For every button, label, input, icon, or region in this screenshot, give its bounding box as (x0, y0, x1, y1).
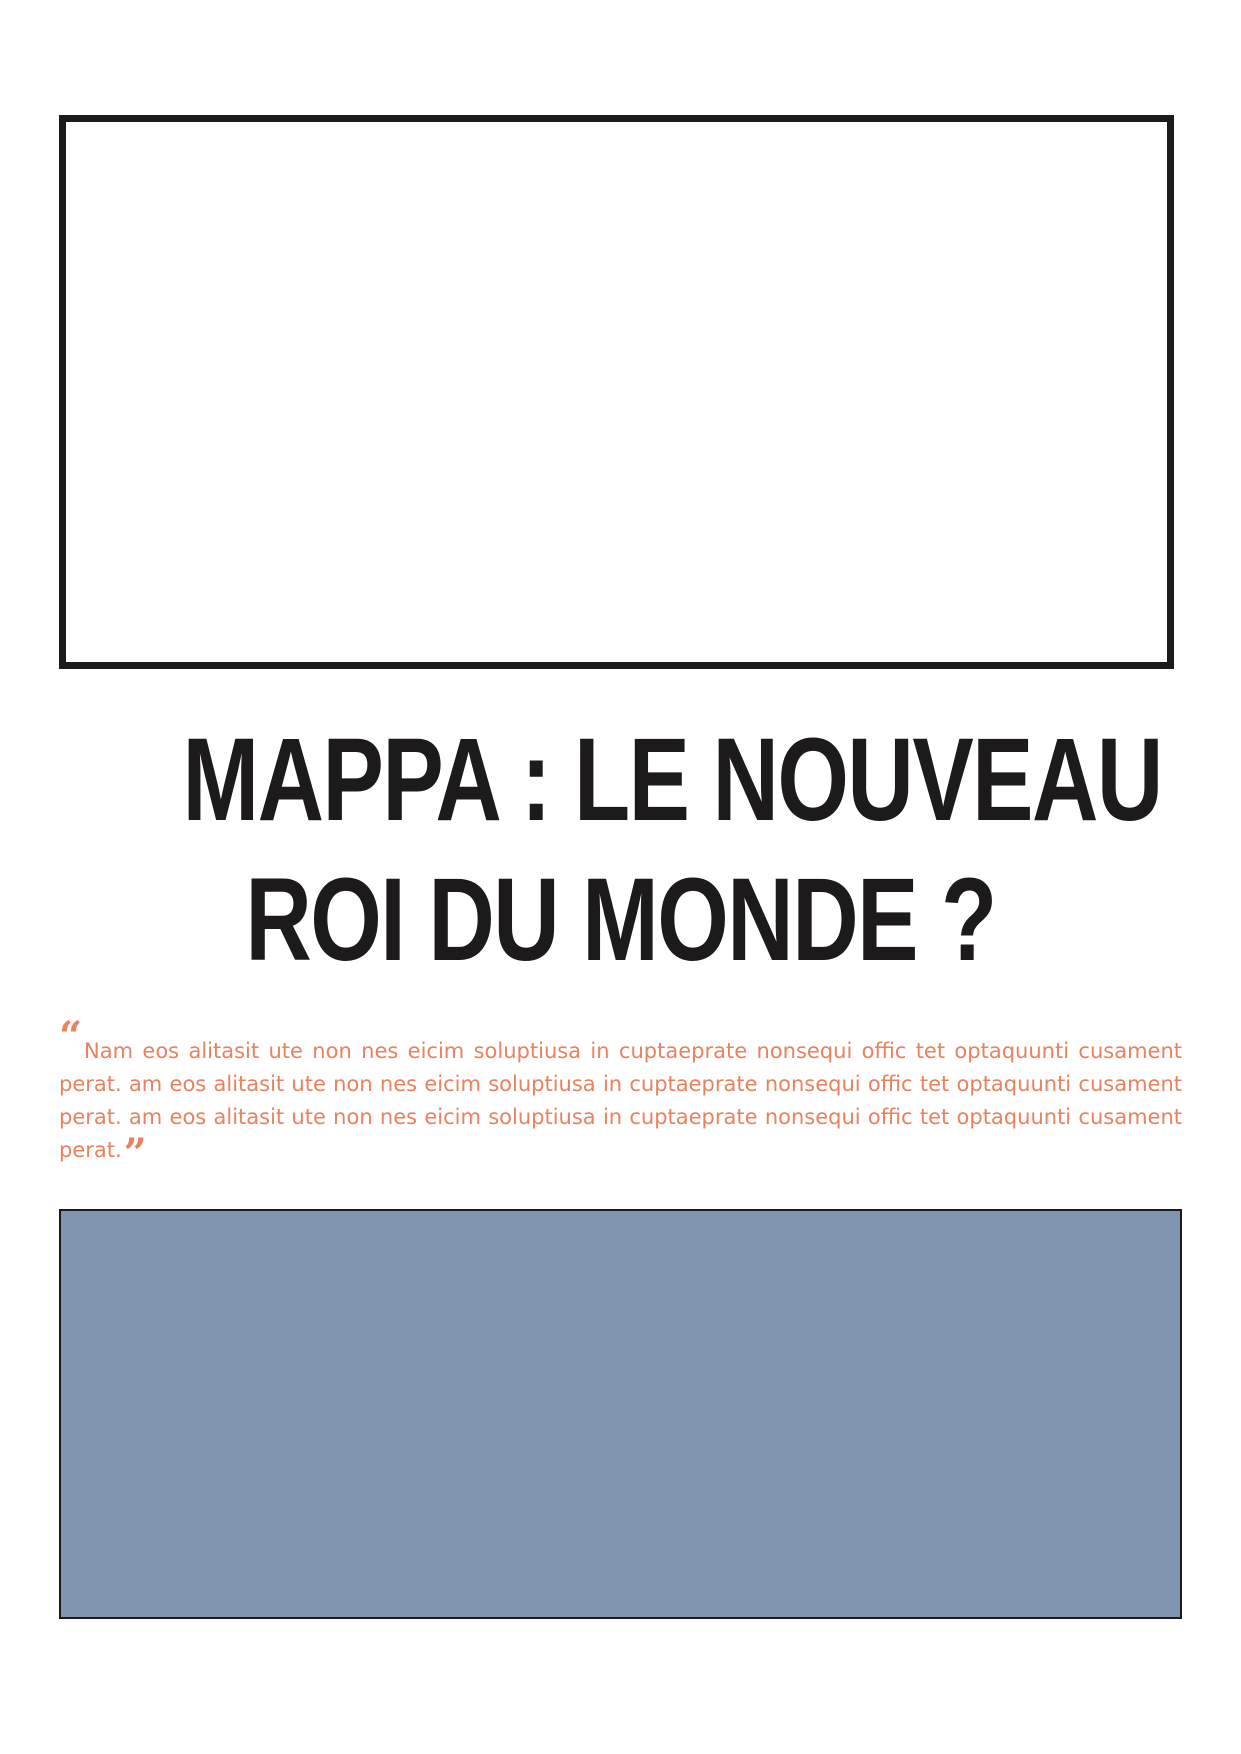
pull-quote (59, 1013, 1182, 1177)
image-frame-top (59, 115, 1174, 669)
title-line-2: ROI DU MONDE ? (245, 854, 996, 986)
quote-text: Nam eos alitasit ute non nes eicim soluptiusa in cuptaeprate nonsequi offic tet optaquunti cusament perat. am eos alitasit ute non nes eicim soluptiusa in cuptaeprate nonsequi offic tet optaquunti cusament perat. am eos alitasit ute non nes eicim soluptiusa in cuptaeprate nonsequi offic tet optaquunti cusament perat. (59, 1039, 1182, 1162)
close-quote-icon: ” (123, 1130, 147, 1177)
title-line-1: MAPPA : LE NOUVEAU (182, 714, 1162, 846)
page-title (182, 710, 1162, 990)
open-quote-icon: “ (59, 1013, 83, 1060)
image-placeholder-bottom (59, 1209, 1182, 1619)
